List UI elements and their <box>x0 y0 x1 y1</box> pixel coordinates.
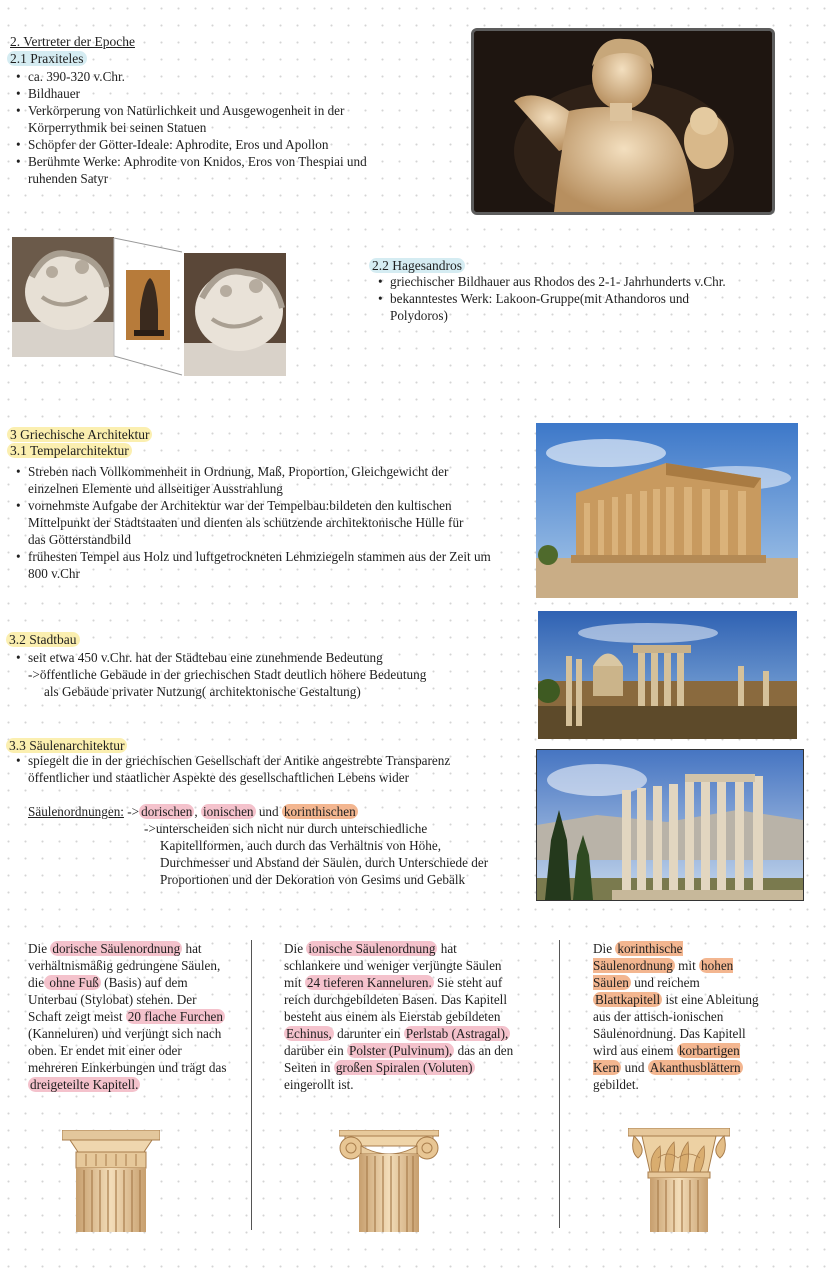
corinthian-order-term: korinthischen <box>283 804 356 819</box>
list-item: • ca. 390-320 v.Chr. <box>12 68 432 85</box>
temple-architecture-heading: 3.1 Tempelarchitektur <box>7 442 132 459</box>
corinthian-description: Die korinthische Säulenordnung mit hohen Säulen und reichem Blattkapitell ist eine Ableitung aus der attisch-ionischen Säulenordnung. Das Kapitell wird aus einem korbartigen Kern und Akanthusblättern gebildet. <box>593 941 759 1092</box>
hermes-statue-image <box>471 28 775 215</box>
section-3-heading: 3 Griechische Architektur <box>7 426 152 443</box>
list-item: • griechischer Bildhauer aus Rhodos des 2-1- Jahrhunderts v.Chr. <box>374 273 794 290</box>
laocoon-group-small-image <box>126 270 170 340</box>
column-orders-arrow: ->unterscheiden sich nicht nur durch unterschiedliche <box>144 821 428 836</box>
temple-of-zeus-image <box>536 749 804 901</box>
list-item: • vornehmste Aufgabe der Architektur war der Tempelbau:bildeten den kultischen Mittelpunkt der Stadtstaaten und dienten als schützende architektonische Hülle für das Götterstandbild <box>12 497 494 548</box>
list-item: • frühesten Tempel aus Holz und luftgetrockneten Lehmziegeln stammen aus der Zeit um 800 v.Chr <box>12 548 494 582</box>
column-orders-description: Kapitellformen, auch durch das Verhältnis von Höhe, Durchmesser und Abstand der Säulen, durch Unterschiede der Proportionen und der Dekoration von Gesims und Gebälk <box>160 838 489 887</box>
city-building-arrow-line: ->öffentliche Gebäude in der griechischen Stadt deutlich höhere Bedeutung <box>28 667 427 682</box>
list-item: • seit etwa 450 v.Chr. hat der Städtebau eine zunehmende Bedeutung <box>12 649 512 666</box>
city-building-heading: 3.2 Stadtbau <box>6 631 80 648</box>
city-building-list <box>12 649 512 666</box>
doric-column-icon <box>62 1130 160 1232</box>
section-2-heading: 2. Vertreter der Epoche <box>10 34 135 49</box>
list-item: • Schöpfer der Götter-Ideale: Aphrodite, Eros und Apollon <box>12 136 432 153</box>
list-item: • Berühmte Werke: Aphrodite von Knidos, Eros von Thespiai und ruhenden Satyr <box>12 153 432 187</box>
hagesandros-heading: 2.2 Hagesandros <box>369 257 465 274</box>
ionic-description: Die ionische Säulenordnung hat schlankere und weniger verjüngte Säulen mit 24 tieferen Kanneluren. Sie steht auf reich durchgebildeten Basen. Das Kapitell besteht aus einem als Eierstab gebildeten Echinus, darunter ein Perlstab (Astragal), darüber ein Polster (Pulvinum), das an den Seiten in großen Spiralen (Voluten) eingerollt ist. <box>284 941 514 1092</box>
list-item: • spiegelt die in der griechischen Gesellschaft der Antike angestrebte Transparenz öffentlicher und staatlicher Aspekte des gesellschaftlichen Lebens wider <box>12 752 512 786</box>
doric-description: Die dorische Säulenordnung hat verhältnismäßig gedrungene Säulen, die ohne Fuß (Basis) auf dem Unterbau (Stylobat) stehen. Der Schaft zeigt meist 20 flache Furchen (Kanneluren) und verjüngt sich nach oben. Er endet mit einer oder mehreren Einkerbungen und trägt das dreigeteilte Kapitell. <box>28 941 227 1092</box>
temple-list <box>12 463 494 582</box>
laocoon-head-image-right <box>184 253 286 376</box>
praxiteles-list <box>12 68 432 187</box>
roman-forum-image <box>538 611 797 739</box>
ionic-order-term: ionischen <box>202 804 254 819</box>
city-building-continuation: als Gebäude privater Nutzung( architektonische Gestaltung) <box>44 684 361 699</box>
laocoon-head-image-left <box>12 237 114 357</box>
list-item: • bekanntestes Werk: Lakoon-Gruppe(mit Athandoros und Polydoros) <box>374 290 794 324</box>
column-architecture-heading: 3.3 Säulenarchitektur <box>6 737 127 754</box>
doric-order-term: dorischen <box>141 804 193 819</box>
ionic-column-icon <box>339 1130 439 1232</box>
praxiteles-heading: 2.1 Praxiteles <box>7 50 87 67</box>
corinthian-column-icon <box>628 1128 730 1232</box>
list-item: • Streben nach Vollkommenheit in Ordnung, Maß, Proportion, Gleichgewicht der einzelnen Elemente und allseitiger Ausstrahlung <box>12 463 494 497</box>
column-divider-left <box>251 940 252 1230</box>
column-orders-label: Säulenordnungen: <box>28 804 124 819</box>
column-divider-right <box>559 940 560 1228</box>
hagesandros-list <box>374 273 794 324</box>
column-orders-line: Säulenordnungen: -> dorischen , ionischen und korinthischen <box>28 804 356 819</box>
list-item: • Bildhauer <box>12 85 432 102</box>
temple-of-concordia-image <box>536 423 798 598</box>
list-item: • Verkörperung von Natürlichkeit und Ausgewogenheit in der Körperrythmik bei seinen Statuen <box>12 102 432 136</box>
column-architecture-list <box>12 752 512 786</box>
